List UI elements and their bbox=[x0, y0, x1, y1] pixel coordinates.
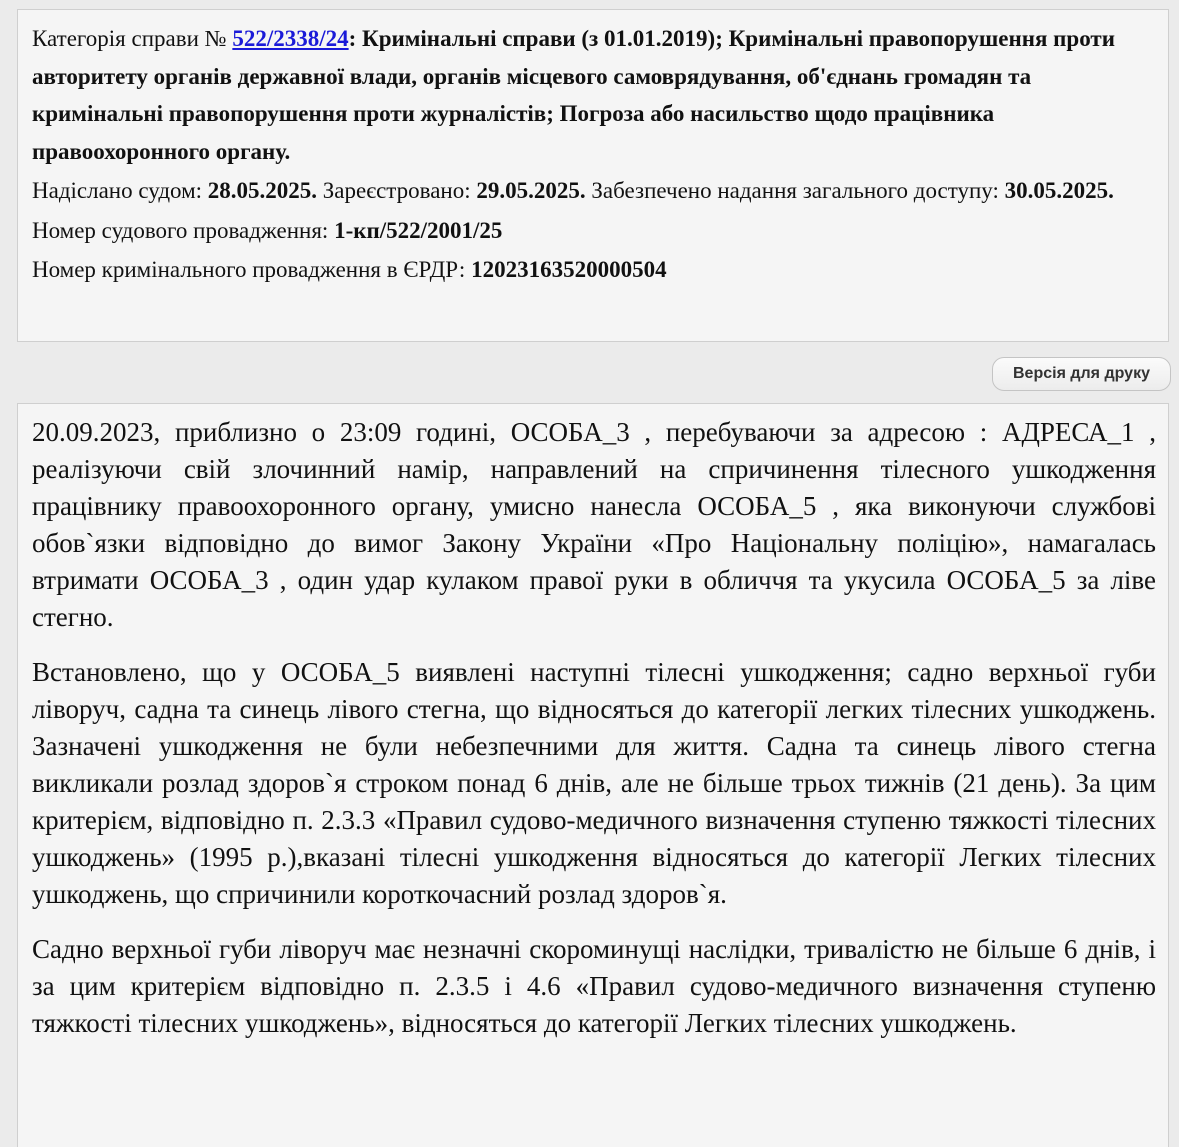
document-paragraph: Садно верхньої губи ліворуч має незначні скороминущі наслідки, тривалістю не більше 6 днів, і за цим критерієм відповідно п. 2.3.5 і 4.6 «Правил судово-медичного визначення ступеню тяжкості тілесних ушкоджень», відносяться до категорії Легких тілесних ушкоджень. bbox=[32, 934, 1156, 1038]
registered-label: Зареєстровано: bbox=[322, 178, 471, 203]
court-proceeding-number: 1-кп/522/2001/25 bbox=[334, 218, 503, 243]
print-version-button[interactable]: Версія для друку bbox=[992, 357, 1171, 391]
case-dates bbox=[32, 172, 1154, 209]
case-info-panel bbox=[17, 9, 1169, 342]
access-date: 30.05.2025. bbox=[1004, 178, 1114, 203]
erdr-label: Номер кримінального провадження в ЄРДР: bbox=[32, 257, 466, 282]
case-category bbox=[32, 20, 1154, 170]
registered-date: 29.05.2025. bbox=[476, 178, 586, 203]
court-proceeding bbox=[32, 211, 1154, 250]
document-paragraph: 20.09.2023, приблизно о 23:09 годині, ОСОБА_3 , перебуваючи за адресою : АДРЕСА_1 , реалізуючи свій злочинний намір, направлений на спричинення тілесного ушкодження працівнику правоохоронного органу, умисно нанесла ОСОБА_5 , яка виконуючи службові обов`язки відповідно до вимог Закону України «Про Національну поліцію», намагалась втримати ОСОБА_3 , один удар кулаком правої руки в обличчя та укусила ОСОБА_5 за ліве стегно. bbox=[32, 417, 1156, 632]
sent-date: 28.05.2025. bbox=[207, 178, 318, 203]
erdr-proceeding bbox=[32, 250, 1154, 289]
court-proceeding-label: Номер судового провадження: bbox=[32, 218, 329, 243]
document-text bbox=[17, 403, 1169, 1147]
erdr-number: 12023163520000504 bbox=[471, 257, 667, 282]
sent-label: Надіслано судом: bbox=[32, 178, 203, 203]
category-text: : Кримінальні справи (з 01.01.2019); Кримінальні правопорушення проти авторитету органів державної влади, органів місцевого самоврядування, об'єднань громадян та кримінальні правопорушення проти журналістів; Погроза або насильство щодо працівника правоохоронного органу. bbox=[32, 26, 1115, 164]
case-number-link[interactable]: 522/2338/24 bbox=[232, 26, 349, 51]
document-paragraph: Встановлено, що у ОСОБА_5 виявлені наступні тілесні ушкодження; садно верхньої губи ліворуч, садна та синець лівого стегна, що відносяться до категорії легких тілесних ушкоджень. Зазначені ушкодження не були небезпечними для життя. Садна та синець лівого стегна викликали розлад здоров`я строком понад 6 днів, але не більше трьох тижнів (21 день). За цим критерієм, відповідно п. 2.3.3 «Правил судово-медичного визначення ступеню тяжкості тілесних ушкоджень» (1995 р.),вказані тілесні ушкодження відносяться до категорії Легких тілесних ушкоджень, що спричинили короткочасний розлад здоров`я. bbox=[32, 657, 1156, 909]
category-label: Категорія справи № bbox=[32, 26, 227, 51]
access-label: Забезпечено надання загального доступу: bbox=[591, 178, 999, 203]
